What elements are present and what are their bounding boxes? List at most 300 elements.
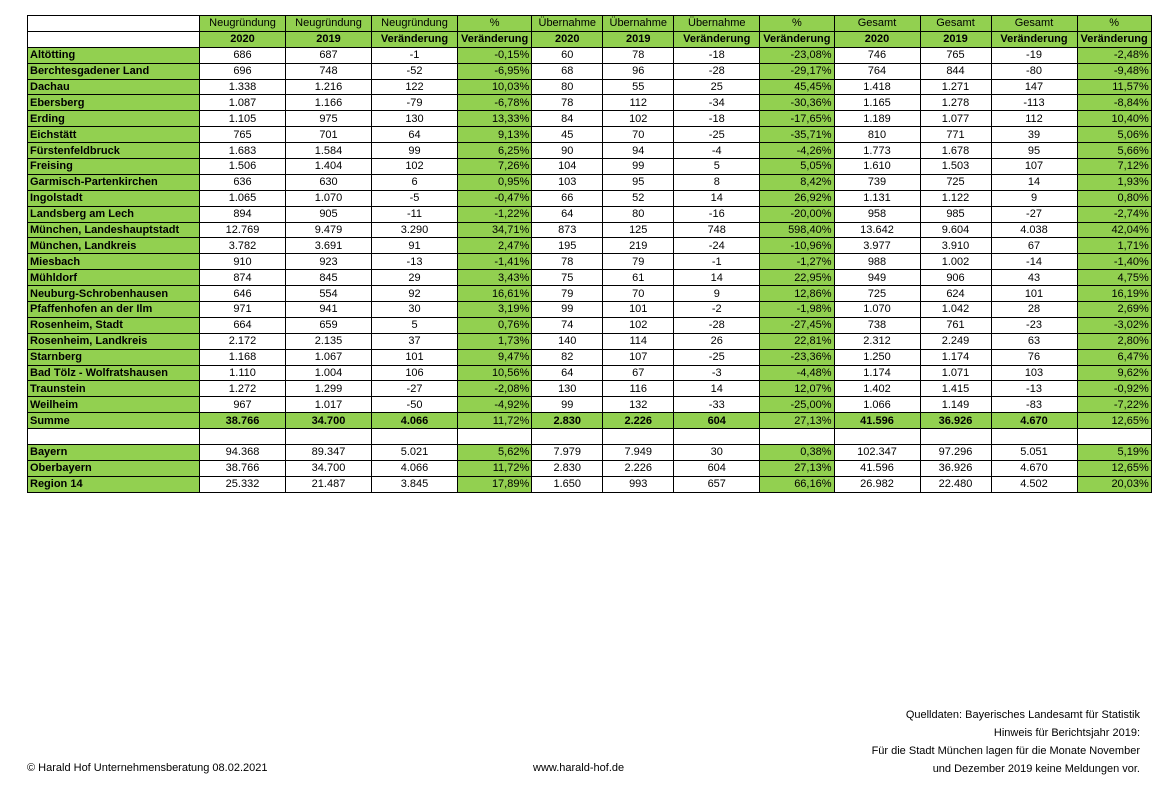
percent-cell: 5,19% xyxy=(1077,445,1151,461)
spacer-cell xyxy=(200,429,286,445)
value-cell: -34 xyxy=(674,95,760,111)
column-header: % xyxy=(458,16,532,32)
percent-cell: -23,36% xyxy=(760,349,834,365)
percent-cell: 42,04% xyxy=(1077,222,1151,238)
value-cell: 1.418 xyxy=(834,79,920,95)
value-cell: -13 xyxy=(991,381,1077,397)
percent-cell: 8,42% xyxy=(760,174,834,190)
value-cell: 99 xyxy=(532,302,603,318)
row-label: Eichstätt xyxy=(28,127,200,143)
percent-cell: 0,80% xyxy=(1077,190,1151,206)
value-cell: 1.067 xyxy=(286,349,372,365)
percent-cell: 9,13% xyxy=(458,127,532,143)
value-cell: 12.769 xyxy=(200,222,286,238)
percent-cell: -7,22% xyxy=(1077,397,1151,413)
value-cell: 29 xyxy=(372,270,458,286)
value-cell: 99 xyxy=(372,143,458,159)
table-row xyxy=(28,47,1152,63)
percent-cell: 5,66% xyxy=(1077,143,1151,159)
percent-cell: -4,48% xyxy=(760,365,834,381)
value-cell: 64 xyxy=(532,206,603,222)
value-cell: 82 xyxy=(532,349,603,365)
column-header: % xyxy=(760,16,834,32)
value-cell: 3.910 xyxy=(920,238,991,254)
value-cell: 34.700 xyxy=(286,413,372,429)
column-header: Übernahme xyxy=(532,16,603,32)
value-cell: 765 xyxy=(200,127,286,143)
row-label: Weilheim xyxy=(28,397,200,413)
spacer-cell xyxy=(458,429,532,445)
value-cell: 1.105 xyxy=(200,111,286,127)
value-cell: 657 xyxy=(674,476,760,492)
value-cell: -3 xyxy=(674,365,760,381)
table-row xyxy=(28,127,1152,143)
value-cell: 1.272 xyxy=(200,381,286,397)
value-cell: 3.290 xyxy=(372,222,458,238)
website-link[interactable]: www.harald-hof.de xyxy=(533,762,625,774)
percent-cell: -1,40% xyxy=(1077,254,1151,270)
value-cell: 1.174 xyxy=(834,365,920,381)
table-row xyxy=(28,206,1152,222)
percent-cell: 3,43% xyxy=(458,270,532,286)
column-header: Veränderung xyxy=(372,31,458,47)
row-label: Garmisch-Partenkirchen xyxy=(28,174,200,190)
value-cell: 1.002 xyxy=(920,254,991,270)
value-cell: 147 xyxy=(991,79,1077,95)
spacer-cell xyxy=(28,429,200,445)
value-cell: 92 xyxy=(372,286,458,302)
value-cell: -80 xyxy=(991,63,1077,79)
percent-cell: 11,72% xyxy=(458,460,532,476)
row-label: Region 14 xyxy=(28,476,200,492)
percent-cell: 10,56% xyxy=(458,365,532,381)
value-cell: 95 xyxy=(991,143,1077,159)
value-cell: 1.402 xyxy=(834,381,920,397)
value-cell: 99 xyxy=(532,397,603,413)
value-cell: 1.042 xyxy=(920,302,991,318)
value-cell: 967 xyxy=(200,397,286,413)
percent-cell: -20,00% xyxy=(760,206,834,222)
value-cell: 30 xyxy=(674,445,760,461)
value-cell: 2.249 xyxy=(920,333,991,349)
percent-cell: 17,89% xyxy=(458,476,532,492)
value-cell: 34.700 xyxy=(286,460,372,476)
value-cell: 604 xyxy=(674,413,760,429)
percent-cell: -1,22% xyxy=(458,206,532,222)
table-row xyxy=(28,349,1152,365)
value-cell: 894 xyxy=(200,206,286,222)
value-cell: 5 xyxy=(372,317,458,333)
value-cell: 971 xyxy=(200,302,286,318)
value-cell: 4.502 xyxy=(991,476,1077,492)
value-cell: 14 xyxy=(674,381,760,397)
value-cell: 3.977 xyxy=(834,238,920,254)
value-cell: 102 xyxy=(372,159,458,175)
value-cell: 104 xyxy=(532,159,603,175)
percent-cell: -6,95% xyxy=(458,63,532,79)
column-header: Veränderung xyxy=(991,31,1077,47)
value-cell: -2 xyxy=(674,302,760,318)
percent-cell: 16,19% xyxy=(1077,286,1151,302)
value-cell: 25 xyxy=(674,79,760,95)
value-cell: 771 xyxy=(920,127,991,143)
value-cell: -23 xyxy=(991,317,1077,333)
value-cell: 89.347 xyxy=(286,445,372,461)
value-cell: 43 xyxy=(991,270,1077,286)
percent-cell: 26,92% xyxy=(760,190,834,206)
row-label: Miesbach xyxy=(28,254,200,270)
value-cell: 25.332 xyxy=(200,476,286,492)
value-cell: 2.226 xyxy=(603,413,674,429)
value-cell: 79 xyxy=(603,254,674,270)
value-cell: 1.610 xyxy=(834,159,920,175)
value-cell: 36.926 xyxy=(920,413,991,429)
statistics-table xyxy=(27,15,1152,493)
value-cell: 6 xyxy=(372,174,458,190)
value-cell: 61 xyxy=(603,270,674,286)
spacer-row xyxy=(28,429,1152,445)
value-cell: 14 xyxy=(674,190,760,206)
value-cell: 21.487 xyxy=(286,476,372,492)
value-cell: 725 xyxy=(834,286,920,302)
value-cell: 94 xyxy=(603,143,674,159)
percent-cell: -2,48% xyxy=(1077,47,1151,63)
row-label: Erding xyxy=(28,111,200,127)
value-cell: 4.670 xyxy=(991,413,1077,429)
value-cell: -50 xyxy=(372,397,458,413)
value-cell: 1.066 xyxy=(834,397,920,413)
value-cell: 26 xyxy=(674,333,760,349)
value-cell: 1.071 xyxy=(920,365,991,381)
table-row xyxy=(28,174,1152,190)
value-cell: 132 xyxy=(603,397,674,413)
value-cell: 975 xyxy=(286,111,372,127)
row-label: München, Landkreis xyxy=(28,238,200,254)
value-cell: 1.404 xyxy=(286,159,372,175)
percent-cell: -30,36% xyxy=(760,95,834,111)
value-cell: 114 xyxy=(603,333,674,349)
value-cell: 687 xyxy=(286,47,372,63)
row-label: München, Landeshauptstadt xyxy=(28,222,200,238)
percent-cell: 45,45% xyxy=(760,79,834,95)
value-cell: 1.168 xyxy=(200,349,286,365)
table-row xyxy=(28,63,1152,79)
header-row xyxy=(28,31,1152,47)
value-cell: 112 xyxy=(991,111,1077,127)
value-cell: 37 xyxy=(372,333,458,349)
value-cell: 1.415 xyxy=(920,381,991,397)
value-cell: 14 xyxy=(674,270,760,286)
value-cell: 107 xyxy=(603,349,674,365)
value-cell: 66 xyxy=(532,190,603,206)
value-cell: 5.021 xyxy=(372,445,458,461)
value-cell: -4 xyxy=(674,143,760,159)
value-cell: 624 xyxy=(920,286,991,302)
value-cell: -16 xyxy=(674,206,760,222)
value-cell: 1.299 xyxy=(286,381,372,397)
column-header: Gesamt xyxy=(991,16,1077,32)
percent-cell: -1,98% xyxy=(760,302,834,318)
value-cell: 106 xyxy=(372,365,458,381)
column-header: Gesamt xyxy=(834,16,920,32)
value-cell: 1.678 xyxy=(920,143,991,159)
value-cell: 905 xyxy=(286,206,372,222)
column-header: Übernahme xyxy=(603,16,674,32)
value-cell: 2.830 xyxy=(532,413,603,429)
spacer-cell xyxy=(286,429,372,445)
percent-cell: -35,71% xyxy=(760,127,834,143)
value-cell: 8 xyxy=(674,174,760,190)
value-cell: -27 xyxy=(372,381,458,397)
value-cell: 63 xyxy=(991,333,1077,349)
value-cell: 38.766 xyxy=(200,460,286,476)
percent-cell: 16,61% xyxy=(458,286,532,302)
percent-cell: -4,92% xyxy=(458,397,532,413)
value-cell: 659 xyxy=(286,317,372,333)
source-note-line: und Dezember 2019 keine Meldungen vor. xyxy=(932,763,1140,775)
percent-cell: 6,25% xyxy=(458,143,532,159)
value-cell: 554 xyxy=(286,286,372,302)
percent-cell: 27,13% xyxy=(760,413,834,429)
value-cell: 78 xyxy=(603,47,674,63)
value-cell: -14 xyxy=(991,254,1077,270)
value-cell: 130 xyxy=(532,381,603,397)
percent-cell: 1,73% xyxy=(458,333,532,349)
table-row xyxy=(28,365,1152,381)
percent-cell: 7,12% xyxy=(1077,159,1151,175)
table-row xyxy=(28,222,1152,238)
value-cell: 84 xyxy=(532,111,603,127)
value-cell: 810 xyxy=(834,127,920,143)
value-cell: -79 xyxy=(372,95,458,111)
value-cell: -18 xyxy=(674,47,760,63)
value-cell: 60 xyxy=(532,47,603,63)
value-cell: 1.506 xyxy=(200,159,286,175)
value-cell: 95 xyxy=(603,174,674,190)
value-cell: -11 xyxy=(372,206,458,222)
value-cell: 1.278 xyxy=(920,95,991,111)
value-cell: 2.226 xyxy=(603,460,674,476)
value-cell: 70 xyxy=(603,286,674,302)
value-cell: 195 xyxy=(532,238,603,254)
row-label: Fürstenfeldbruck xyxy=(28,143,200,159)
value-cell: 988 xyxy=(834,254,920,270)
percent-cell: 598,40% xyxy=(760,222,834,238)
percent-cell: -0,15% xyxy=(458,47,532,63)
row-label: Freising xyxy=(28,159,200,175)
value-cell: 74 xyxy=(532,317,603,333)
value-cell: -19 xyxy=(991,47,1077,63)
value-cell: 739 xyxy=(834,174,920,190)
value-cell: 636 xyxy=(200,174,286,190)
percent-cell: -10,96% xyxy=(760,238,834,254)
value-cell: 1.077 xyxy=(920,111,991,127)
value-cell: 102.347 xyxy=(834,445,920,461)
percent-cell: -0,47% xyxy=(458,190,532,206)
value-cell: 923 xyxy=(286,254,372,270)
value-cell: 4.066 xyxy=(372,413,458,429)
value-cell: 3.845 xyxy=(372,476,458,492)
value-cell: 1.087 xyxy=(200,95,286,111)
row-label: Landsberg am Lech xyxy=(28,206,200,222)
percent-cell: 5,06% xyxy=(1077,127,1151,143)
value-cell: 1.683 xyxy=(200,143,286,159)
value-cell: 4.066 xyxy=(372,460,458,476)
percent-cell: 3,19% xyxy=(458,302,532,318)
value-cell: 107 xyxy=(991,159,1077,175)
value-cell: 7.949 xyxy=(603,445,674,461)
value-cell: 993 xyxy=(603,476,674,492)
value-cell: 1.650 xyxy=(532,476,603,492)
percent-cell: -27,45% xyxy=(760,317,834,333)
column-header: Veränderung xyxy=(674,31,760,47)
spacer-cell xyxy=(603,429,674,445)
percent-cell: 5,62% xyxy=(458,445,532,461)
table-row xyxy=(28,460,1152,476)
value-cell: 5 xyxy=(674,159,760,175)
row-label: Ebersberg xyxy=(28,95,200,111)
value-cell: 604 xyxy=(674,460,760,476)
value-cell: 958 xyxy=(834,206,920,222)
percent-cell: -23,08% xyxy=(760,47,834,63)
spacer-cell xyxy=(674,429,760,445)
value-cell: 26.982 xyxy=(834,476,920,492)
value-cell: 91 xyxy=(372,238,458,254)
spacer-cell xyxy=(760,429,834,445)
value-cell: 67 xyxy=(991,238,1077,254)
column-header: Veränderung xyxy=(760,31,834,47)
value-cell: 96 xyxy=(603,63,674,79)
percent-cell: 22,81% xyxy=(760,333,834,349)
percent-cell: -8,84% xyxy=(1077,95,1151,111)
row-label: Pfaffenhofen an der Ilm xyxy=(28,302,200,318)
value-cell: 2.172 xyxy=(200,333,286,349)
value-cell: 3.691 xyxy=(286,238,372,254)
value-cell: 4.038 xyxy=(991,222,1077,238)
column-header: Neugründung xyxy=(372,16,458,32)
column-header: Neugründung xyxy=(286,16,372,32)
percent-cell: -3,02% xyxy=(1077,317,1151,333)
table-row xyxy=(28,254,1152,270)
column-header: % xyxy=(1077,16,1151,32)
source-note-line: Für die Stadt München lagen für die Monate November xyxy=(871,745,1140,757)
value-cell: 746 xyxy=(834,47,920,63)
row-label: Starnberg xyxy=(28,349,200,365)
spacer-cell xyxy=(1077,429,1151,445)
value-cell: 1.338 xyxy=(200,79,286,95)
value-cell: 1.216 xyxy=(286,79,372,95)
percent-cell: 9,62% xyxy=(1077,365,1151,381)
percent-cell: -17,65% xyxy=(760,111,834,127)
value-cell: -25 xyxy=(674,127,760,143)
value-cell: 76 xyxy=(991,349,1077,365)
percent-cell: -1,27% xyxy=(760,254,834,270)
value-cell: 1.070 xyxy=(834,302,920,318)
column-header: 2020 xyxy=(200,31,286,47)
value-cell: 941 xyxy=(286,302,372,318)
value-cell: 1.122 xyxy=(920,190,991,206)
value-cell: 80 xyxy=(532,79,603,95)
percent-cell: 4,75% xyxy=(1077,270,1151,286)
copyright-note: © Harald Hof Unternehmensberatung 08.02.2021 xyxy=(27,762,268,774)
value-cell: 130 xyxy=(372,111,458,127)
percent-cell: 7,26% xyxy=(458,159,532,175)
table-row xyxy=(28,317,1152,333)
value-cell: 64 xyxy=(372,127,458,143)
table-row xyxy=(28,333,1152,349)
value-cell: 9.479 xyxy=(286,222,372,238)
percent-cell: 2,47% xyxy=(458,238,532,254)
value-cell: 1.110 xyxy=(200,365,286,381)
column-header: Veränderung xyxy=(1077,31,1151,47)
value-cell: 101 xyxy=(603,302,674,318)
value-cell: -52 xyxy=(372,63,458,79)
percent-cell: 0,38% xyxy=(760,445,834,461)
value-cell: -28 xyxy=(674,317,760,333)
value-cell: 52 xyxy=(603,190,674,206)
value-cell: 646 xyxy=(200,286,286,302)
table-row xyxy=(28,286,1152,302)
percent-cell: 2,80% xyxy=(1077,333,1151,349)
value-cell: 41.596 xyxy=(834,413,920,429)
percent-cell: 10,40% xyxy=(1077,111,1151,127)
value-cell: 90 xyxy=(532,143,603,159)
value-cell: 80 xyxy=(603,206,674,222)
value-cell: 41.596 xyxy=(834,460,920,476)
percent-cell: 0,95% xyxy=(458,174,532,190)
percent-cell: 6,47% xyxy=(1077,349,1151,365)
value-cell: 39 xyxy=(991,127,1077,143)
value-cell: 45 xyxy=(532,127,603,143)
value-cell: 112 xyxy=(603,95,674,111)
value-cell: 99 xyxy=(603,159,674,175)
percent-cell: 27,13% xyxy=(760,460,834,476)
spacer-cell xyxy=(834,429,920,445)
value-cell: 102 xyxy=(603,111,674,127)
value-cell: 1.773 xyxy=(834,143,920,159)
value-cell: 78 xyxy=(532,95,603,111)
value-cell: 140 xyxy=(532,333,603,349)
value-cell: 696 xyxy=(200,63,286,79)
value-cell: 14 xyxy=(991,174,1077,190)
value-cell: 1.166 xyxy=(286,95,372,111)
value-cell: 116 xyxy=(603,381,674,397)
value-cell: 38.766 xyxy=(200,413,286,429)
percent-cell: -1,41% xyxy=(458,254,532,270)
value-cell: 125 xyxy=(603,222,674,238)
value-cell: 30 xyxy=(372,302,458,318)
column-header: Neugründung xyxy=(200,16,286,32)
value-cell: 103 xyxy=(532,174,603,190)
value-cell: 874 xyxy=(200,270,286,286)
percent-cell: 66,16% xyxy=(760,476,834,492)
table-row xyxy=(28,159,1152,175)
percent-cell: 0,76% xyxy=(458,317,532,333)
column-header: Übernahme xyxy=(674,16,760,32)
value-cell: 7.979 xyxy=(532,445,603,461)
value-cell: 2.312 xyxy=(834,333,920,349)
value-cell: 845 xyxy=(286,270,372,286)
value-cell: 630 xyxy=(286,174,372,190)
value-cell: 1.004 xyxy=(286,365,372,381)
value-cell: 873 xyxy=(532,222,603,238)
value-cell: 219 xyxy=(603,238,674,254)
source-notes xyxy=(872,706,1140,778)
value-cell: 761 xyxy=(920,317,991,333)
header-blank-cell xyxy=(28,16,200,32)
sum-row xyxy=(28,413,1152,429)
value-cell: 22.480 xyxy=(920,476,991,492)
